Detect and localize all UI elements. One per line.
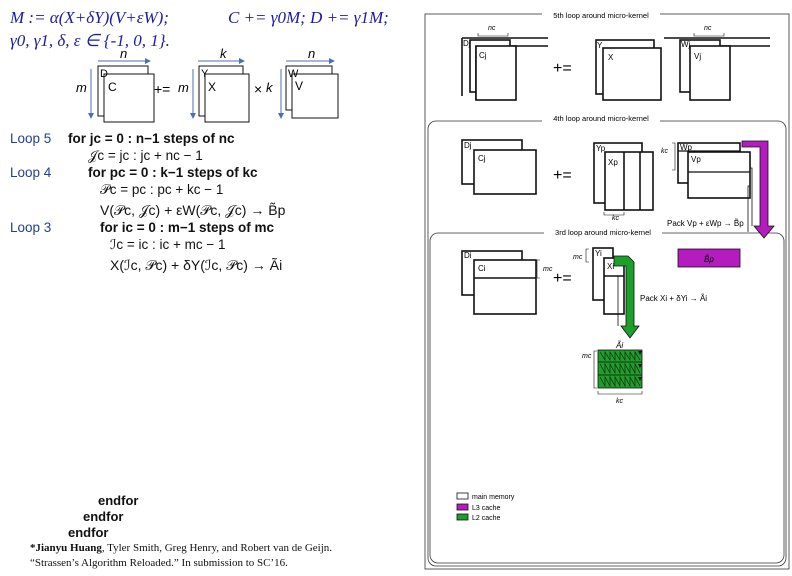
mc-label-2: mc — [573, 254, 583, 261]
loop4-code: for pc = 0 : k−1 steps of kc — [88, 165, 258, 180]
endfor-3: endfor — [98, 493, 139, 508]
nc-label-2: nc — [704, 25, 712, 32]
legend-swatch-l3 — [457, 504, 468, 510]
small-plus-equals: += — [154, 81, 171, 97]
loop4-plus-equals: += — [553, 167, 572, 184]
label-vj: Vj — [694, 52, 702, 61]
footnote-coauthors: , Tyler Smith, Greg Henry, and Robert van de Geijn. — [101, 542, 333, 554]
label-wp: Wp — [680, 143, 692, 152]
label-v: V — [295, 79, 304, 93]
label-ci: Ci — [478, 264, 486, 273]
pack-b-code: V(𝒫c, 𝒥c) + εW(𝒫c, 𝒥c) → B̃p — [100, 202, 286, 218]
loop5-plus-equals: += — [553, 60, 572, 77]
loop3-title: 3rd loop around micro-kernel — [555, 228, 651, 237]
legend-swatch-l2 — [457, 514, 468, 520]
label-dj-4: Dj — [464, 141, 472, 150]
loop4-wv — [678, 143, 750, 198]
label-n-top: n — [120, 46, 128, 61]
label-xi: Xi — [607, 262, 615, 271]
legend-l3: L3 cache — [472, 505, 501, 512]
label-w: W — [288, 68, 299, 80]
loop5-yx — [596, 40, 661, 100]
legend-main: main memory — [472, 494, 515, 501]
formula-set: γ0, γ1, δ, ε ∈ {-1, 0, 1}. — [10, 31, 170, 50]
loop5-title: 5th loop around micro-kernel — [553, 11, 649, 20]
label-m-left: m — [76, 80, 87, 95]
legend-swatch-main — [457, 493, 468, 499]
endfor-5: endfor — [68, 525, 109, 540]
label-xp: Xp — [608, 158, 618, 167]
label-ai: Ãi — [616, 341, 624, 350]
loop3-range: ℐc = ic : ic + mc − 1 — [110, 237, 226, 252]
loop3-plus-equals: += — [553, 270, 572, 287]
footnote-line2: “Strassen’s Algorithm Reloaded.” In submission to SC’16. — [30, 557, 288, 569]
label-di: Di — [464, 251, 472, 260]
small-times: × — [254, 81, 263, 97]
label-y: Y — [201, 68, 209, 80]
kc-label-1: kc — [612, 215, 619, 222]
label-x-5: X — [608, 53, 614, 62]
loop5-code: for jc = 0 : n−1 steps of nc — [68, 131, 235, 146]
loop4-range: 𝒫c = pc : pc + kc − 1 — [100, 182, 224, 197]
endfor-4: endfor — [83, 509, 124, 524]
ai-block — [598, 350, 642, 388]
legend-l2: L2 cache — [472, 515, 501, 522]
label-c: C — [108, 80, 117, 94]
label-yi: Yi — [595, 249, 602, 258]
label-wj: Wj — [681, 40, 691, 49]
label-k-top: k — [220, 46, 227, 61]
pack-a-code: X(ℐc, 𝒫c) + δY(ℐc, 𝒫c) → Ãi — [110, 257, 283, 273]
pack-b-label: Pack Vp + εWp → B̃p — [667, 219, 744, 228]
loop4-title: 4th loop around micro-kernel — [553, 114, 649, 123]
footnote-author: *Jianyu Huang — [30, 542, 102, 554]
formula-c: C += γ0M; D += γ1M; — [228, 8, 389, 27]
label-k2-left: k — [266, 80, 273, 95]
label-yp: Yp — [596, 144, 606, 153]
label-dj: Dj — [463, 39, 471, 48]
label-y-5: Y — [597, 41, 603, 50]
nc-label-1: nc — [488, 25, 496, 32]
label-n2-top: n — [308, 46, 316, 61]
loop4-label: Loop 4 — [10, 165, 52, 180]
pack-a-label: Pack Xi + δYi → Ãi — [640, 294, 708, 303]
label-d: D — [100, 68, 108, 80]
loop5-range: 𝒥c = jc : jc + nc − 1 — [88, 148, 203, 163]
loop3-label: Loop 3 — [10, 220, 52, 235]
mc-label-3: mc — [582, 353, 592, 360]
label-vp: Vp — [691, 155, 701, 164]
label-cj-4: Cj — [478, 154, 486, 163]
label-cj: Cj — [479, 51, 487, 60]
loop5-label: Loop 5 — [10, 131, 52, 146]
loop3-code: for ic = 0 : m−1 steps of mc — [100, 220, 275, 235]
label-x: X — [208, 80, 217, 94]
label-bp: B̃p — [704, 255, 714, 264]
mc-label-1: mc — [543, 266, 553, 273]
kc-label-3: kc — [616, 398, 623, 405]
kc-label-2: kc — [661, 148, 668, 155]
label-m2-left: m — [178, 80, 189, 95]
formula-m: M := α(X+δY)(V+εW); — [10, 8, 169, 27]
